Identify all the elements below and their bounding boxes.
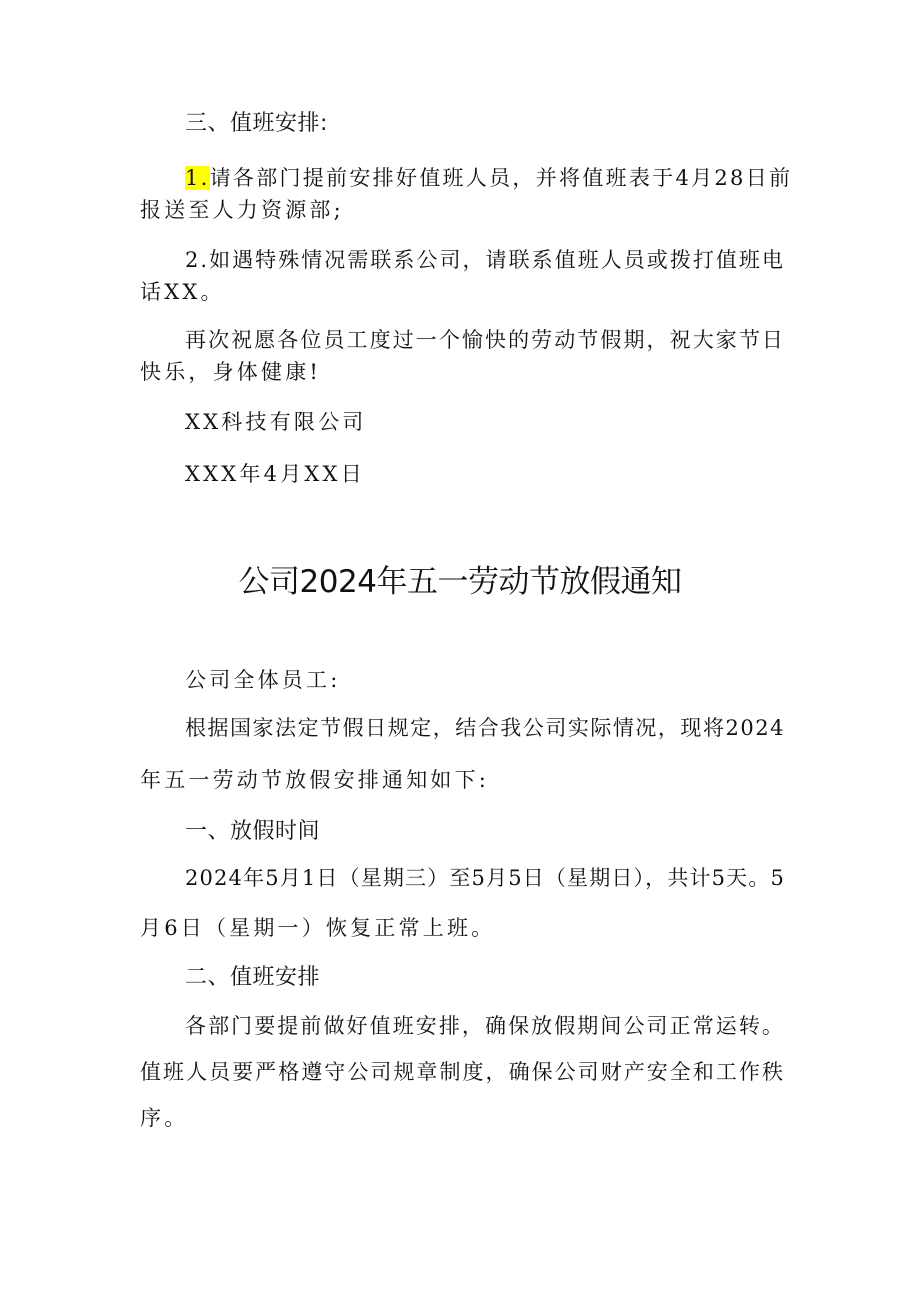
section-heading-holiday-time: 一、放假时间 — [185, 819, 321, 844]
duty-item-1-text: 请各部门提前安排好值班人员，并将值班表于4月28日前 — [209, 166, 793, 190]
notice-title: 公司2024年五一劳动节放假通知 — [238, 564, 682, 600]
holiday-time-line-2: 月6日（星期一）恢复正常上班。 — [140, 916, 496, 940]
company-signature: XX科技有限公司 — [185, 410, 367, 434]
intro-line-1: 根据国家法定节假日规定，结合我公司实际情况，现将2024 — [185, 716, 785, 740]
duty-arrangement-line-3: 序。 — [140, 1106, 189, 1130]
duty-arrangement-line-2: 值班人员要严格遵守公司规章制度，确保公司财产安全和工作秩 — [140, 1060, 785, 1084]
highlighted-item-number: 1. — [185, 166, 210, 190]
intro-line-2: 年五一劳动节放假安排通知如下: — [140, 768, 490, 792]
salutation: 公司全体员工: — [185, 668, 341, 692]
holiday-time-line-1: 2024年5月1日（星期三）至5月5日（星期日），共计5天。5 — [185, 866, 785, 890]
section-heading-duty: 三、值班安排: — [185, 111, 328, 136]
signature-date: XXX年4月XX日 — [185, 462, 365, 486]
closing-line-2: 快乐，身体健康! — [140, 360, 322, 384]
duty-arrangement-line-1: 各部门要提前做好值班安排，确保放假期间公司正常运转。 — [185, 1014, 785, 1038]
closing-line-1: 再次祝愿各位员工度过一个愉快的劳动节假期，祝大家节日 — [185, 328, 785, 352]
duty-item-2-line-1: 2.如遇特殊情况需联系公司，请联系值班人员或拨打值班电 — [185, 248, 785, 272]
section-heading-duty-arrangement: 二、值班安排 — [185, 965, 321, 990]
duty-item-1-line-2: 报送至人力资源部; — [140, 198, 344, 222]
duty-item-2-line-2: 话XX。 — [140, 280, 225, 304]
duty-item-1-line-1 — [185, 164, 792, 192]
